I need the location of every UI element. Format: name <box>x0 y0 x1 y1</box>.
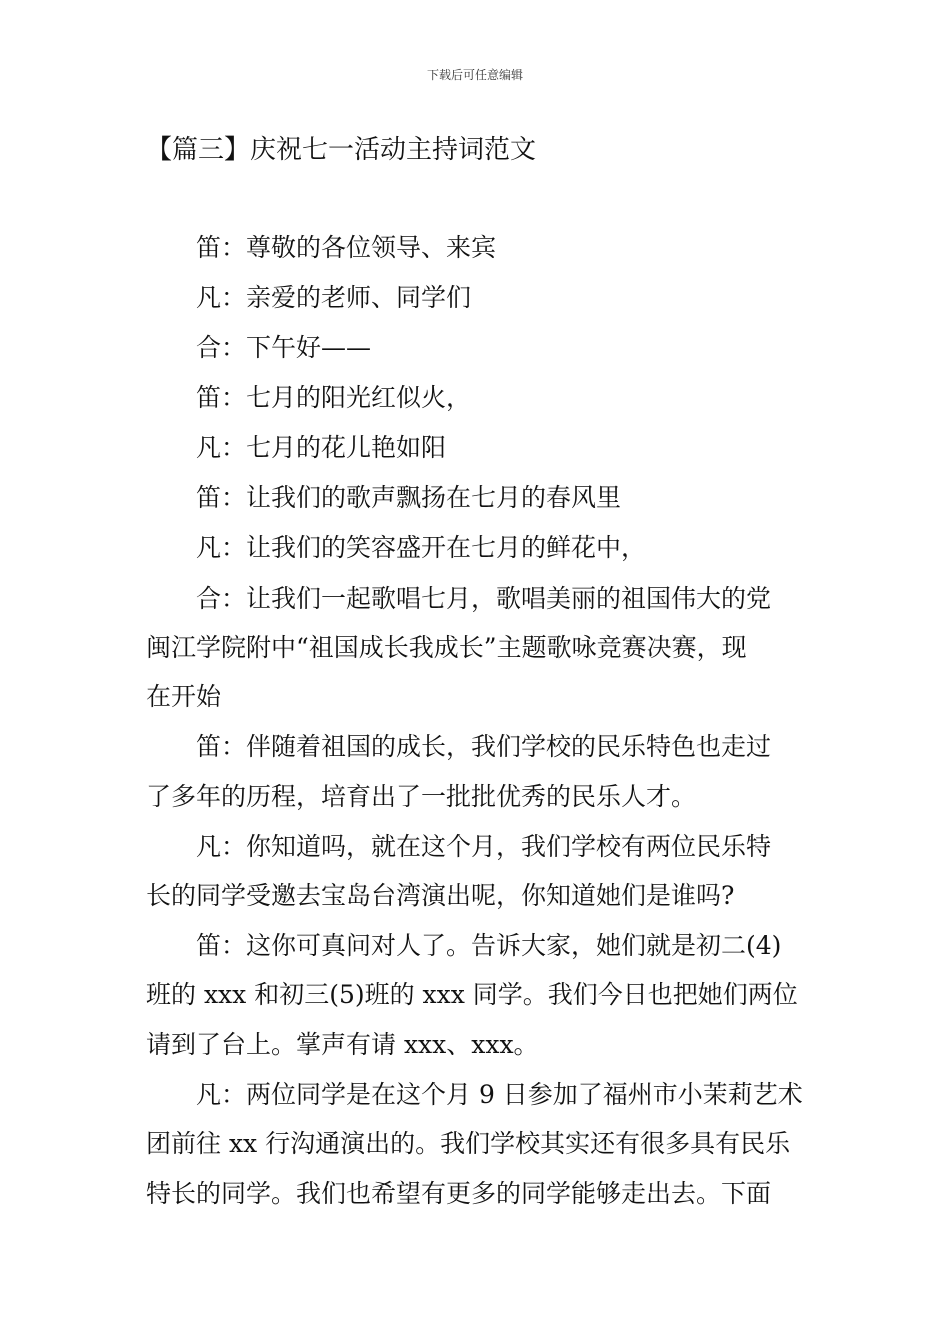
text-line: 笛：尊敬的各位领导、来宾 <box>196 233 497 262</box>
document-title: 【篇三】庆祝七一活动主持词范文 <box>146 135 537 165</box>
text-line: 凡：你知道吗，就在这个月，我们学校有两位民乐特 <box>196 832 772 861</box>
text-line: 笛：伴随着祖国的成长，我们学校的民乐特色也走过 <box>196 732 772 761</box>
text-line: 班的 xxx 和初三(5)班的 xxx 同学。我们今日也把她们两位 <box>146 980 798 1009</box>
text-line: 凡：两位同学是在这个月 9 日参加了福州市小茉莉艺术 <box>196 1080 803 1109</box>
text-line: 了多年的历程，培育出了一批批优秀的民乐人才。 <box>146 782 697 811</box>
text-line: 特长的同学。我们也希望有更多的同学能够走出去。下面 <box>146 1179 772 1208</box>
text-line: 笛：这你可真问对人了。告诉大家，她们就是初二(4) <box>196 931 782 960</box>
text-line: 长的同学受邀去宝岛台湾演出呢，你知道她们是谁吗? <box>146 881 735 910</box>
text-line: 凡：让我们的笑容盛开在七月的鲜花中， <box>196 533 647 562</box>
text-line: 凡：亲爱的老师、同学们 <box>196 283 472 312</box>
text-line: 请到了台上。掌声有请 xxx、xxx。 <box>146 1030 539 1059</box>
text-line: 在开始 <box>146 682 222 711</box>
text-line: 合：让我们一起歌唱七月，歌唱美丽的祖国伟大的党 <box>196 584 772 613</box>
text-line: 闽江学院附中“祖国成长我成长”主题歌咏竞赛决赛，现 <box>146 633 747 662</box>
text-line: 合：下午好—— <box>196 333 372 362</box>
page-header-note: 下载后可任意编辑 <box>426 68 523 82</box>
text-line: 凡：七月的花儿艳如阳 <box>196 433 447 462</box>
text-line: 笛：七月的阳光红似火， <box>196 383 472 412</box>
text-line: 笛：让我们的歌声飘扬在七月的春风里 <box>196 483 622 512</box>
text-line: 团前往 xx 行沟通演出的。我们学校其实还有很多具有民乐 <box>146 1129 791 1158</box>
